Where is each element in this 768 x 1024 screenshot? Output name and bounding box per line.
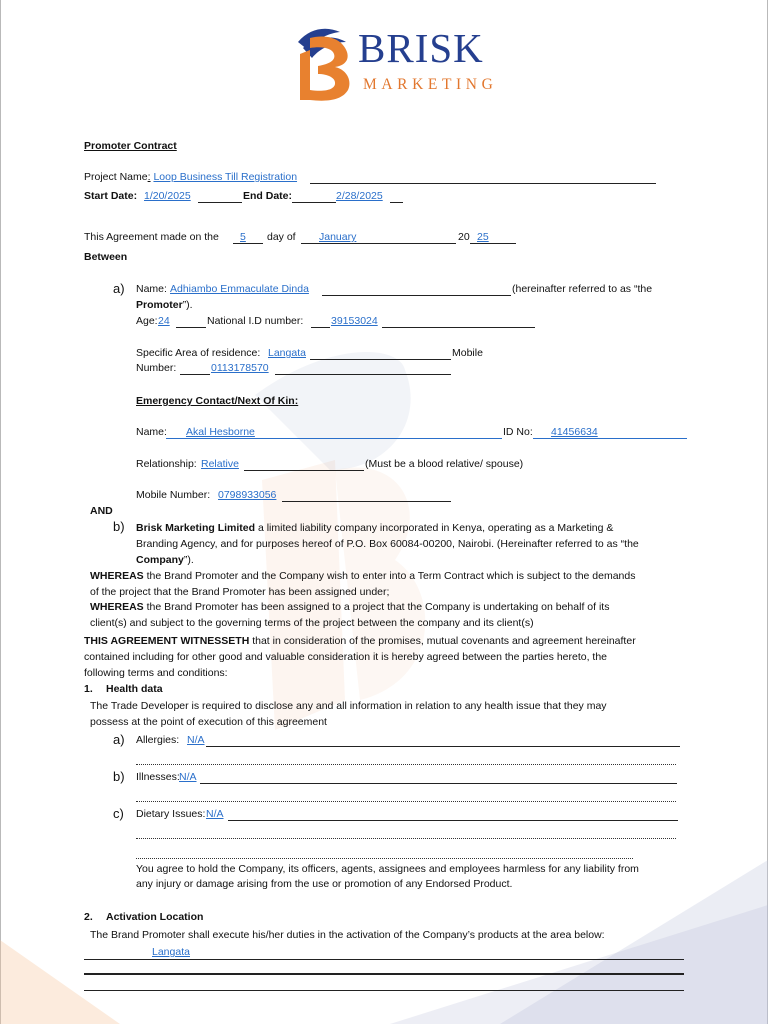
illnesses-marker: b) [113,769,125,784]
activation-line-1 [84,959,684,960]
national-id-value: 39153024 [331,315,378,327]
residence-line [310,359,451,360]
relationship-value: Relative [201,458,239,470]
allergies-dotted-line [136,764,676,765]
age-value: 24 [158,315,170,327]
promoter-mobile-label-b: Number: [136,362,177,374]
company-line-1: Brisk Marketing Limited a limited liability company incorporated in Kenya, operating as a Marketing & [136,522,614,534]
agreement-day-of: day of [267,231,296,243]
whereas-2-line-2: client(s) and subject to the governing terms of the project between the company and its client(s) [90,617,534,629]
national-id-line-b [382,327,535,328]
start-date-value: 1/20/2025 [144,190,191,202]
emergency-mobile-label: Mobile Number: [136,489,211,501]
brand-b-icon [296,26,354,102]
residence-value: Langata [268,347,306,359]
health-number: 1. [84,683,93,695]
health-intro-line-1: The Trade Developer is required to disclose any and all information in relation to any health issue that they may [90,700,607,712]
emergency-heading: Emergency Contact/Next Of Kin: [136,395,299,407]
promoter-name-line [322,295,511,296]
contract-title: Promoter Contract [84,140,177,152]
promoter-name-label: Name: [136,283,167,295]
promoter-mobile-value: 0113178570 [211,362,269,374]
national-id-label: National I.D number: [207,315,304,327]
end-date-line-a [292,202,336,203]
allergies-line [206,746,680,747]
allergies-label: Allergies: [136,734,180,746]
witnesseth-line-2: contained including for other good and valuable consideration it is hereby agreed between the parties hereto, the [84,651,608,663]
dietary-dotted-line-1 [136,838,676,839]
project-line [310,183,656,184]
indemnity-line-1: You agree to hold the Company, its officers, agents, assignees and employees harmless for any liability from [136,863,639,875]
emergency-id: 41456634 [551,426,598,438]
national-id-line-a [311,327,330,328]
indemnity-line-2: any injury or damage arising from the use or promotion of any Endorsed Product. [136,878,513,890]
promoter-name: Adhiambo Emmaculate Dinda [170,283,309,295]
page-left-edge [0,0,1,1024]
witnesseth-line-3: following terms and conditions: [84,667,228,679]
between-label: Between [84,251,128,263]
company-defined: Company”). [136,554,194,566]
activation-heading: Activation Location [106,911,204,923]
age-line [176,327,206,328]
health-intro-line-2: possess at the point of execution of this agreement [90,716,327,728]
illnesses-label: Illnesses: [136,771,180,783]
brand-tagline: MARKETING [363,76,498,93]
promoter-mobile-line-b [275,374,451,375]
activation-intro: The Brand Promoter shall execute his/her duties in the activation of the Company’s products at the area below: [90,929,605,941]
and-label: AND [90,505,113,517]
activation-location: Langata [152,946,190,958]
allergies-marker: a) [113,732,125,747]
illnesses-dotted-line [136,801,676,802]
end-date-value: 2/28/2025 [336,190,383,202]
company-name: Brisk Marketing Limited [136,522,256,534]
end-date-label: End Date: [243,190,293,202]
illnesses-line [200,783,677,784]
project-label: Project Name [84,171,148,183]
whereas-2-line-1: WHEREAS the Brand Promoter has been assigned to a project that the Company is undertaking on behalf of its [90,601,610,613]
activation-line-3 [84,990,684,991]
project-name-row: Project Name: Loop Business Till Registration [84,171,298,183]
start-date-line [198,202,242,203]
emergency-mobile-line [282,501,451,502]
dietary-dotted-line-2 [136,858,633,859]
brand-name: BRISK [358,25,484,71]
agreement-made-text: This Agreement made on the [84,231,219,243]
company-line-2: Branding Agency, and for purposes hereof of P.O. Box 60084-00200, Nairobi. (Hereinafter referred to as “the [136,538,639,550]
start-date-label: Start Date: [84,190,138,202]
whereas-1-line-2: of the project that the Brand Promoter has been assigned under; [90,586,390,598]
project-value: Loop Business Till Registration [153,171,298,183]
emergency-mobile: 0798933056 [218,489,277,501]
activation-number: 2. [84,911,93,923]
relationship-note: (Must be a blood relative/ spouse) [365,458,524,470]
promoter-mobile-label-a: Mobile [452,347,483,359]
emergency-name: Akal Hesborne [186,426,255,438]
dietary-line [228,820,678,821]
end-date-line-b [390,202,403,203]
emergency-id-label: ID No: [503,426,533,438]
agreement-year-prefix: 20 [458,231,470,243]
promoter-word: Promoter [136,299,183,311]
promoter-mobile-line-a [180,374,210,375]
illnesses-value: N/A [179,771,197,783]
emergency-name-label: Name: [136,426,167,438]
promoter-defined: Promoter”). [136,299,193,311]
promoter-marker: a) [113,281,125,296]
witnesseth-line-1: THIS AGREEMENT WITNESSETH that in consideration of the promises, mutual covenants and agreement hereinafter [84,635,636,647]
company-word: Company [136,554,184,566]
brand-logo [296,26,516,102]
whereas-1-line-1: WHEREAS the Brand Promoter and the Company wish to enter into a Term Contract which is subject to the demands [90,570,636,582]
relationship-label: Relationship: [136,458,197,470]
relationship-line [244,470,364,471]
agreement-year: 25 [477,231,489,243]
allergies-value: N/A [187,734,205,746]
agreement-day-line [233,243,263,244]
age-label: Age: [136,315,158,327]
dietary-value: N/A [206,808,224,820]
activation-line-2 [84,973,684,975]
residence-label: Specific Area of residence: [136,347,261,359]
dietary-label: Dietary Issues: [136,808,206,820]
company-marker: b) [113,519,125,534]
health-heading: Health data [106,683,163,695]
agreement-month: January [319,231,357,243]
dietary-marker: c) [113,806,124,821]
promoter-hereinafter: (hereinafter referred to as “the [512,283,653,295]
agreement-day: 5 [240,231,246,243]
